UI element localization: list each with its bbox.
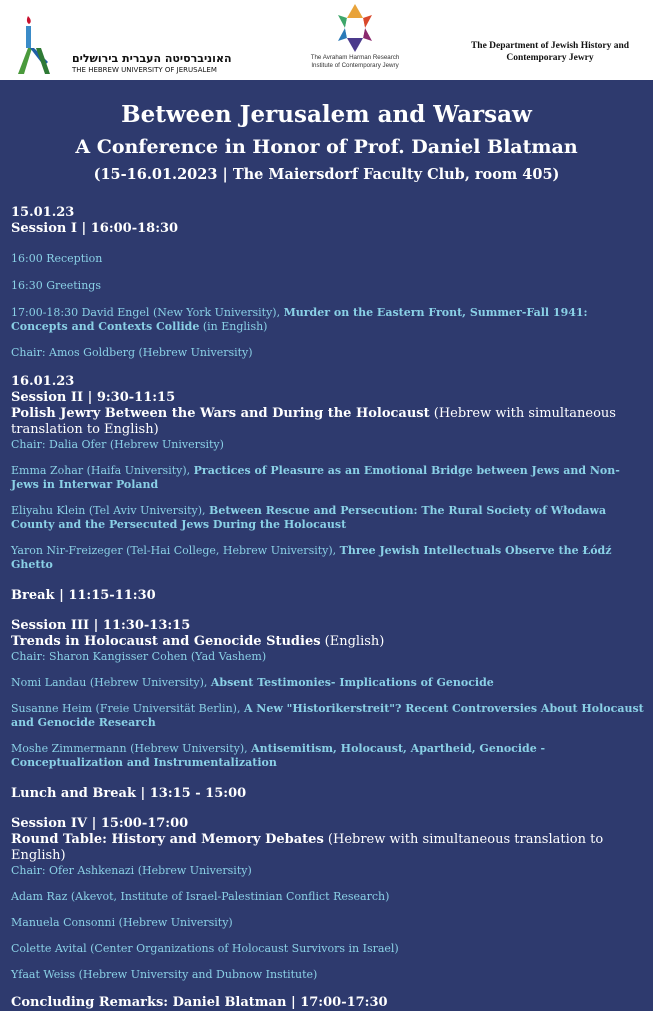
hebrew-university-logo [14,14,232,76]
session2-title: Polish Jewry Between the Wars and During the Holocaust [11,406,430,421]
session2-heading [11,406,644,438]
round-table-participant: Adam Raz (Akevot, Institute of Israel-Palestinian Conflict Research) [11,890,390,903]
concluding-remarks: Concluding Remarks: Daniel Blatman | 17:00-17:30 [11,995,388,1010]
talk-title: Three Jewish Intellectuals Observe the Łódź Ghetto [11,544,612,571]
session3-language: (English) [320,634,385,649]
session3-talk [11,742,644,770]
talk-title: Practices of Pleasure as an Emotional Bridge between Jews and Non-Jews in Interwar Poland [11,464,620,491]
talk-title: Murder on the Eastern Front, Summer-Fall 1941: Concepts and Contexts Collide [11,306,588,333]
session1-talk [11,306,644,334]
lunch-break-item: Lunch and Break | 13:15 - 15:00 [11,786,247,801]
round-table-participant: Manuela Consonni (Hebrew University) [11,916,233,929]
talk-title: A New "Historikerstreit"? Recent Controversies About Holocaust and Genocide Research [11,702,644,729]
talk-speaker: Yaron Nir-Freizeger (Tel-Hai College, Hebrew University), [11,544,340,557]
talk-language: (in English) [199,320,268,333]
conference-title-block [0,100,653,187]
talk-title: Between Rescue and Persecution: The Rural Society of Włodawa County and the Persecuted Jews During the Holocaust [11,504,607,531]
session2-time: Session II | 9:30-11:15 [11,390,176,405]
talk-title: Antisemitism, Holocaust, Apartheid, Genocide - Conceptualization and Instrumentalization [11,742,546,769]
harman-line-2: Institute of Contemporary Jewry [311,62,399,69]
round-table-participant: Yfaat Weiss (Hebrew University and Dubnow Institute) [11,968,318,981]
conference-title: Between Jerusalem and Warsaw [121,101,532,128]
huji-english-name: THE HEBREW UNIVERSITY OF JERUSALEM [72,66,217,74]
session4-chair: Chair: Ofer Ashkenazi (Hebrew University) [11,864,252,877]
talk-speaker: Moshe Zimmermann (Hebrew University), [11,742,252,755]
session3-heading [11,634,644,650]
session1-chair: Chair: Amos Goldberg (Hebrew University) [11,346,253,359]
session4-language: (Hebrew with simultaneous translation to English) [11,832,604,863]
conference-subtitle: A Conference in Honor of Prof. Daniel Blatman [75,136,578,158]
huji-hebrew-name: האוניברסיטה העברית בירושלים [72,52,232,65]
program [11,205,644,1011]
conference-date-venue: (15-16.01.2023 | The Maiersdorf Faculty Club, room 405) [93,166,560,183]
talk-title: Absent Testimonies- Implications of Genocide [210,676,494,689]
department-name [460,40,640,64]
department-line-1: The Department of Jewish History and [470,41,630,51]
session4-heading [11,832,644,864]
session3-time: Session III | 11:30-13:15 [11,618,191,633]
session1-time: Session I | 16:00-18:30 [11,221,179,236]
session2-language: (Hebrew with simultaneous translation to English) [11,406,616,437]
session2-talk [11,504,644,532]
department-line-2: Contemporary Jewry [506,53,594,63]
session3-title: Trends in Holocaust and Genocide Studies [11,634,321,649]
harman-institute-logo [300,2,410,78]
harman-line-1: The Avraham Harman Research [310,54,400,61]
talk-speaker: Susanne Heim (Freie Universität Berlin), [11,702,244,715]
session4-time: Session IV | 15:00-17:00 [11,816,189,831]
session3-chair: Chair: Sharon Kangisser Cohen (Yad Vashem) [11,650,267,663]
break-item: Break | 11:15-11:30 [11,588,156,603]
star-of-david-icon [332,2,378,54]
talk-speaker: Emma Zohar (Haifa University), [11,464,194,477]
talk-speaker: Nomi Landau (Hebrew University), [11,676,211,689]
session3-talk [11,676,644,690]
huji-emblem-icon [14,14,54,76]
session2-chair: Chair: Dalia Ofer (Hebrew University) [11,438,224,451]
session4-title: Round Table: History and Memory Debates [11,832,324,847]
header-band [0,0,653,80]
day1-date: 15.01.23 [11,205,75,220]
session2-talk [11,464,644,492]
day2-date: 16.01.23 [11,374,75,389]
session2-talk [11,544,644,572]
talk-speaker: 17:00-18:30 David Engel (New York University), [11,306,284,319]
round-table-participant: Colette Avital (Center Organizations of Holocaust Survivors in Israel) [11,942,399,955]
talk-speaker: Eliyahu Klein (Tel Aviv University), [11,504,210,517]
reception-item: 16:00 Reception [11,252,103,265]
greetings-item: 16:30 Greetings [11,279,101,292]
session3-talk [11,702,644,730]
